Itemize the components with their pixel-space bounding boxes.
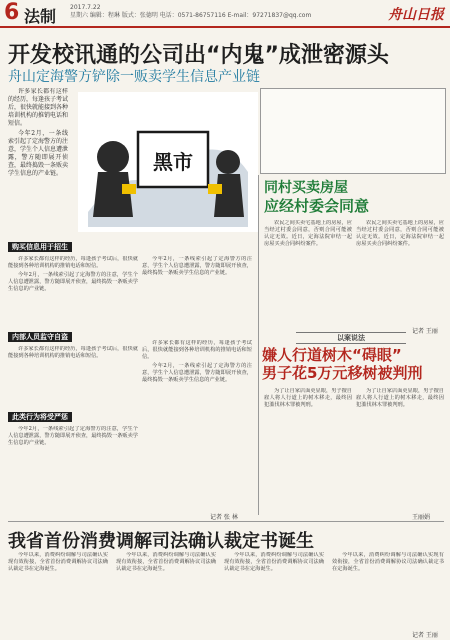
- section-title: 法制: [24, 7, 57, 26]
- lead-column: [8, 88, 68, 228]
- right-story-byline: 记者 王丽: [412, 328, 438, 335]
- column-text: 为了让自家店面更显眼，男子擅自雇人将人行道上的树木移走，最终因犯滥伐林木罪被判刑。: [356, 388, 444, 408]
- illustration-black-market: [78, 92, 258, 232]
- right-story-column-2: [356, 220, 444, 328]
- column-text: 今年2月，一条线索引起了定海警方的注意，学生个人信息遭泄露，警方随即展开侦查，最终捣毁一条贩卖学生信息的产业链。: [142, 363, 252, 383]
- column-text: 为了让自家店面更显眼，男子擅自雇人将人行道上的树木移走，最终因犯滥伐林木罪被判刑。: [264, 388, 352, 408]
- page-number: 6: [4, 0, 20, 25]
- bottom-column-1: [8, 552, 108, 636]
- bottom-column-3: [224, 552, 324, 636]
- bottom-column-2: [116, 552, 216, 636]
- main-headline: 开发校讯通的公司出“内鬼”成泄密源头: [8, 43, 389, 68]
- section-divider: [8, 521, 444, 522]
- main-article-byline: 记者 张 林: [210, 514, 238, 521]
- column-text: 今年以来，消费纠纷调解与司法确认实现有效衔接，全省首份消费调解协议司法确认裁定书在定海诞生。: [8, 552, 108, 572]
- bottom-headline: 我省首份消费调解司法确认裁定书诞生: [8, 531, 314, 552]
- right-story-column-1: [264, 220, 352, 328]
- column-text: 农民之间买卖宅基地上的房屋，应当经过村委会同意，否则合同可能被认定无效。近日，定海法院审结一起房屋买卖合同纠纷案件。: [264, 220, 352, 247]
- masthead: [0, 0, 450, 28]
- section-header-insider: 内部人员监守自盗: [8, 332, 72, 342]
- tree-story-column-2: [356, 388, 444, 512]
- column-text: 农民之间买卖宅基地上的房屋，应当经过村委会同意，否则合同可能被认定无效。近日，定海法院审结一起房屋买卖合同纠纷案件。: [356, 220, 444, 247]
- column-text: 今年以来，消费纠纷调解与司法确认实现有效衔接，全省首份消费调解协议司法确认裁定书在定海诞生。: [116, 552, 216, 572]
- tree-story-header: [262, 346, 446, 382]
- newspaper-brand: 舟山日报: [388, 7, 444, 23]
- column-text: 许多家长都有这样的经历，每逢孩子考试后，很快就能接到各种培训机构的推销电话和短信。: [142, 340, 252, 360]
- right-top-panel: [260, 88, 446, 174]
- column-text: 今年2月，一条线索引起了定海警方的注意，学生个人信息遭泄露，警方随即展开侦查，最终捣毁一条贩卖学生信息的产业链。: [8, 272, 138, 292]
- right-story-header: [264, 180, 444, 215]
- tree-story-headline-2: 男子花5万元移树被判刑: [262, 364, 423, 382]
- tree-story-headline-1: 嫌人行道树木“碍眼”: [262, 346, 402, 364]
- article-column-4: [8, 426, 138, 516]
- article-column-1: [8, 256, 138, 326]
- tree-story-column-1: [264, 388, 352, 512]
- main-subheadline: 舟山定海警方铲除一贩卖学生信息产业链: [8, 69, 260, 85]
- lead-paragraph: 许多家长都有这样的经历，每逢孩子考试后，很快就能接到各种培训机构的推销电话和短信。: [8, 88, 68, 127]
- column-text: 今年以来，消费纠纷调解与司法确认实现有效衔接，全省首份消费调解协议司法确认裁定书在定海诞生。: [332, 552, 444, 572]
- column-text: 今年2月，一条线索引起了定海警方的注意，学生个人信息遭泄露，警方随即展开侦查，最终捣毁一条贩卖学生信息的产业链。: [142, 256, 252, 276]
- column-text: 今年以来，消费纠纷调解与司法确认实现有效衔接，全省首份消费调解协议司法确认裁定书在定海诞生。: [224, 552, 324, 572]
- section-header-warning: 此类行为将受严惩: [8, 412, 72, 422]
- black-market-sign: 黑市: [153, 150, 193, 174]
- right-story-headline-1: 同村买卖房屋: [264, 180, 348, 196]
- issue-meta: [70, 4, 311, 20]
- column-text: 今年2月，一条线索引起了定海警方的注意，学生个人信息遭泄露，警方随即展开侦查，最终捣毁一条贩卖学生信息的产业链。: [8, 426, 138, 446]
- issue-date: 2017.7.22: [70, 4, 101, 11]
- case-column-tag: 以案说法: [296, 332, 406, 344]
- right-story-headline-2: 应经村委会同意: [264, 197, 370, 215]
- bottom-story-byline: 记者 王丽: [412, 632, 438, 639]
- column-text: 许多家长都有这样的经历，每逢孩子考试后，很快就能接到各种培训机构的推销电话和短信。: [8, 346, 138, 359]
- article-column-3: [8, 346, 138, 406]
- article-column-5: [142, 340, 252, 510]
- tree-story-byline: 王丽娟: [412, 514, 431, 521]
- lead-paragraph: 今年2月，一条线索引起了定海警方的注意，学生个人信息遭泄露，警方随即展开侦查，最终捣毁一条贩卖学生信息的产业链。: [8, 130, 68, 177]
- column-divider: [258, 175, 259, 515]
- column-text: 许多家长都有这样的经历，每逢孩子考试后，很快就能接到各种培训机构的推销电话和短信。: [8, 256, 138, 269]
- issue-contact: 星期六 编辑：程琳 版式：张德明 电话：0571-86757116 E-mail：97271837@qq.com: [70, 12, 312, 19]
- bottom-column-4: [332, 552, 444, 636]
- article-column-2: [142, 256, 252, 326]
- section-header-buying-info: 购买信息用于招生: [8, 242, 72, 252]
